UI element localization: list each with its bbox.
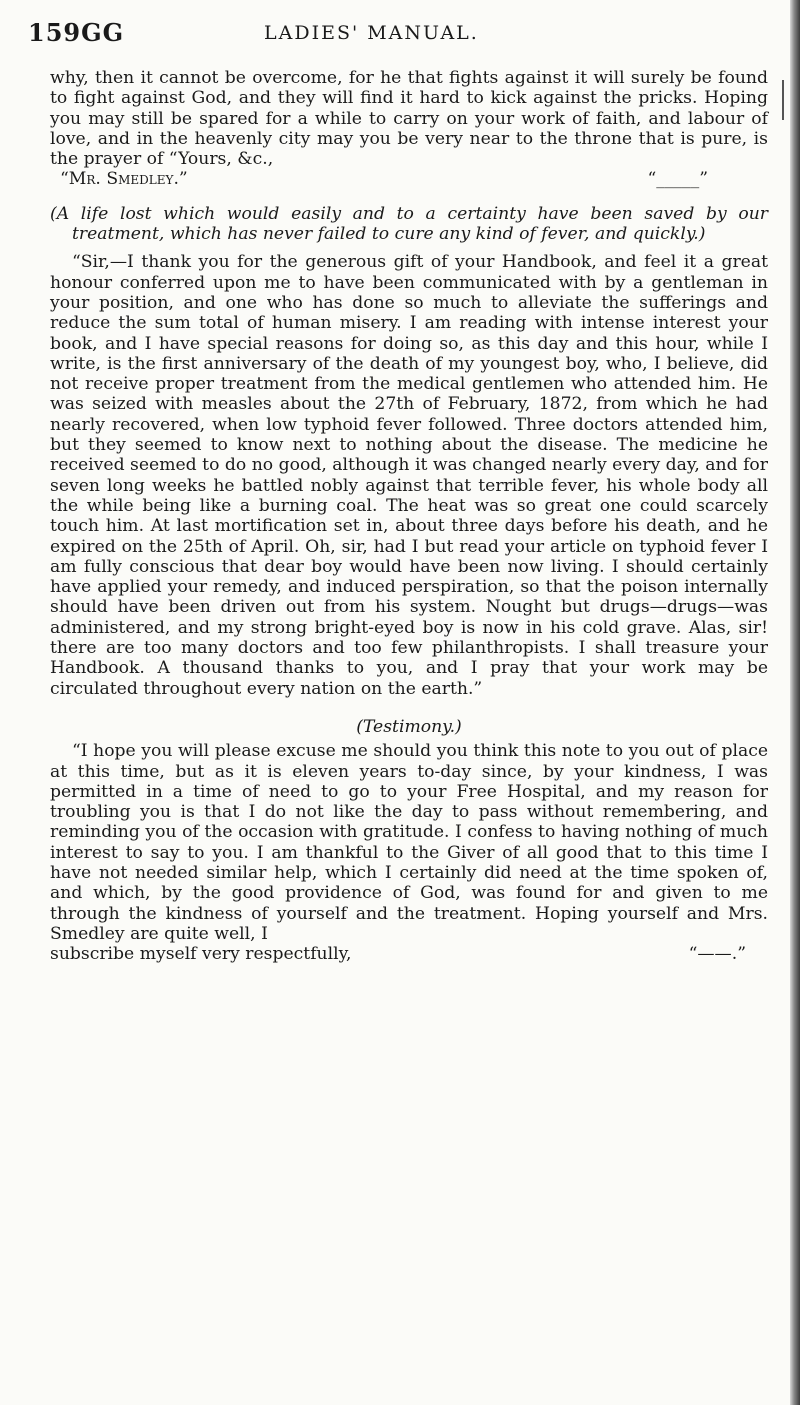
letter-one-signature (50, 169, 768, 189)
letter-two-body: “Sir,—I thank you for the generous gift of your Handbook, and feel it a great honour conferred upon me to have been communicated with by a gentleman in your position, and one who has done so much to alleviate the sufferings and reduce the sum total of human misery. I am reading with intense interest your book, and I have special reasons for doing so, as this day and this hour, while I write, is the first anniversary of the death of my youngest boy, who, I believe, did not receive proper treatment from the medical gentlemen who attended him. He was seized with measles about the 27th of February, 1872, from which he had nearly recovered, when low typhoid fever followed. Three doctors attended him, but they seemed to know next to nothing about the disease. The medicine he received seemed to do no good, although it was changed nearly every day, and for seven long weeks he battled nobly against that terrible fever, his whole body all the while being like a burning coal. The heat was so great one could scarcely touch him. At last mortification set in, about three days before his death, and he expired on the 25th of April. Oh, sir, had I but read your article on typhoid fever I am fully conscious that dear boy would have been now living. I should certainly have applied your remedy, and induced perspiration, so that the poison internally should have been driven out from his system. Nought but drugs—drugs—was administered, and my strong bright-eyed boy is now in his cold grave. Alas, sir! there are too many doctors and too few philanthropists. I shall treasure your Handbook. A thousand thanks to you, and I pray that your work may be circulated throughout every nation on the earth.” (50, 252, 768, 699)
letter-three-body: “I hope you will please excuse me should you think this note to you out of place at this time, but as it is eleven years to-day since, by your kindness, I was permitted in a time of need to go to your Free Hospital, and my reason for troubling you is that I do not like the day to pass without remembering, and reminding you of the occasion with gratitude. I confess to having nothing of much interest to say to you. I am thankful to the Giver of all good that to this time I have not needed similar help, which I certainly did need at the time spoken of, and which, by the good providence of God, was found for and given to me through the kindness of yourself and the treatment. Hoping yourself and Mrs. Smedley are quite well, I (50, 741, 768, 944)
signature-blank: “_____” (647, 169, 708, 190)
running-head: LADIES' MANUAL. (264, 22, 479, 44)
page-number: 159GG (28, 18, 125, 47)
page-content (50, 68, 768, 964)
letter-one-body: why, then it cannot be overcome, for he that fights against it will surely be found to fight against God, and they will find it hard to kick against the pricks. Hoping you may still be spared for a while to carry on your work of faith, and labour of love, and in the heavenly city may you be very near to the throne that is pure, is the prayer of “Yours, &c., (50, 68, 768, 170)
page-binding-edge (790, 0, 800, 1405)
signature-name: “Mr. Smedley.” (60, 169, 188, 190)
page-header (28, 18, 768, 54)
letter-three-closing (50, 944, 768, 964)
closing-text: subscribe myself very respectfully, (50, 944, 352, 965)
editorial-note: (A life lost which would easily and to a certainty have been saved by our treatment, which has never failed to cure any kind of fever, and quickly.) (50, 203, 768, 245)
margin-mark (782, 80, 788, 120)
testimony-heading: (Testimony.) (356, 716, 462, 737)
closing-blank: “——.” (688, 944, 746, 965)
